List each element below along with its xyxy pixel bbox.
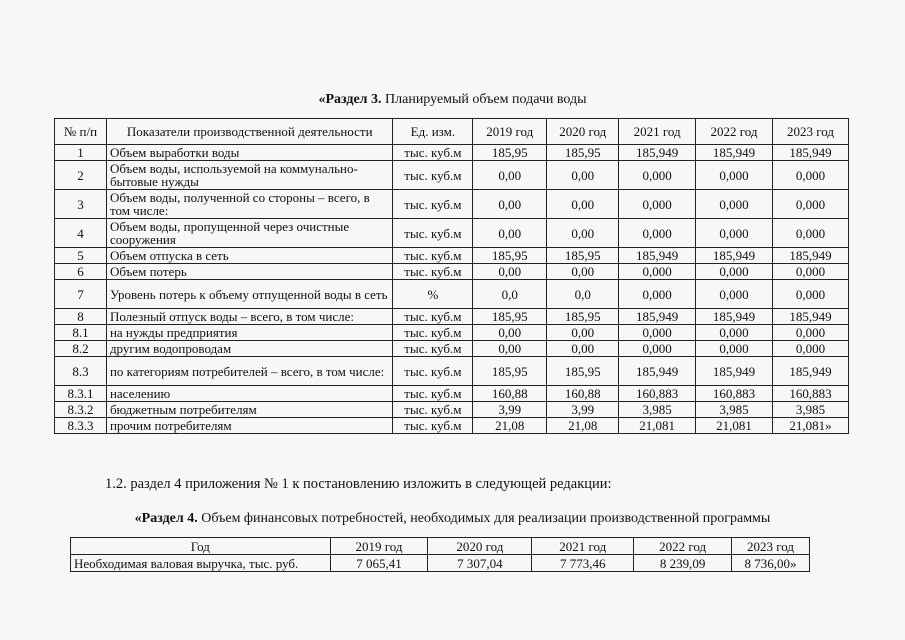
cell-value: 0,000: [619, 325, 696, 341]
row-number: 4: [55, 219, 107, 248]
row-unit: тыс. куб.м: [393, 402, 473, 418]
col-header-2019: 2019 год: [473, 119, 547, 145]
row-indicator: Полезный отпуск воды – всего, в том числе:: [106, 309, 393, 325]
cell-value: 0,00: [473, 341, 547, 357]
cell-value: 0,000: [773, 264, 849, 280]
cell-value: 160,883: [696, 386, 773, 402]
row-indicator: по категориям потребителей – всего, в том числе:: [106, 357, 393, 386]
row-indicator: Объем воды, используемой на коммунально-бытовые нужды: [106, 161, 393, 190]
cell-value: 0,000: [696, 264, 773, 280]
cell-value: 7 307,04: [428, 555, 532, 572]
col-header-year: Год: [71, 538, 331, 555]
table-header-row: [55, 119, 849, 145]
cell-value: 0,000: [619, 280, 696, 309]
section-3-title-text: Планируемый объем подачи воды: [381, 92, 587, 107]
cell-value: 0,00: [547, 219, 619, 248]
cell-value: 3,985: [773, 402, 849, 418]
col-header-2023: 2023 год: [773, 119, 849, 145]
cell-value: 185,95: [547, 145, 619, 161]
col-header-2020: 2020 год: [547, 119, 619, 145]
col-header-2019: 2019 год: [330, 538, 428, 555]
cell-value: 185,95: [473, 145, 547, 161]
cell-value: 185,949: [619, 145, 696, 161]
cell-value: 185,95: [473, 309, 547, 325]
cell-value: 0,00: [547, 341, 619, 357]
cell-value: 0,000: [773, 341, 849, 357]
row-number: 3: [55, 190, 107, 219]
row-indicator: населению: [106, 386, 393, 402]
cell-value: 185,949: [773, 309, 849, 325]
cell-value: 185,95: [547, 357, 619, 386]
row-indicator: Объем воды, пропущенной через очистные сооружения: [106, 219, 393, 248]
table-row: [55, 386, 849, 402]
cell-value: 160,88: [473, 386, 547, 402]
table-row: [55, 264, 849, 280]
table-row: [55, 341, 849, 357]
cell-value: 0,000: [619, 161, 696, 190]
cell-value: 0,00: [547, 264, 619, 280]
row-number: 7: [55, 280, 107, 309]
cell-value: 185,949: [696, 357, 773, 386]
row-number: 8.3.1: [55, 386, 107, 402]
row-unit: тыс. куб.м: [393, 386, 473, 402]
cell-value: 0,000: [696, 219, 773, 248]
col-header-2023: 2023 год: [732, 538, 810, 555]
row-unit: %: [393, 280, 473, 309]
row-indicator: на нужды предприятия: [106, 325, 393, 341]
row-indicator: Уровень потерь к объему отпущенной воды в сеть: [106, 280, 393, 309]
cell-value: 185,949: [619, 357, 696, 386]
col-header-2021: 2021 год: [532, 538, 634, 555]
table-row: [55, 418, 849, 434]
row-unit: тыс. куб.м: [393, 357, 473, 386]
cell-value: 185,949: [696, 309, 773, 325]
cell-value: 0,000: [619, 219, 696, 248]
section-3-title-prefix: «Раздел 3.: [318, 92, 382, 107]
row-number: 8.2: [55, 341, 107, 357]
cell-value: 7 065,41: [330, 555, 428, 572]
row-number: 5: [55, 248, 107, 264]
row-unit: тыс. куб.м: [393, 309, 473, 325]
cell-value: 0,000: [619, 190, 696, 219]
row-number: 1: [55, 145, 107, 161]
cell-value: 0,000: [696, 161, 773, 190]
row-unit: тыс. куб.м: [393, 161, 473, 190]
cell-value: 8 239,09: [634, 555, 732, 572]
cell-value: 3,985: [696, 402, 773, 418]
cell-value: 0,00: [547, 161, 619, 190]
cell-value: 7 773,46: [532, 555, 634, 572]
row-unit: тыс. куб.м: [393, 418, 473, 434]
cell-value: 0,00: [547, 190, 619, 219]
cell-value: 3,99: [547, 402, 619, 418]
cell-value: 185,949: [619, 248, 696, 264]
cell-value: 0,00: [473, 325, 547, 341]
row-unit: тыс. куб.м: [393, 341, 473, 357]
table-row: [71, 555, 810, 572]
row-unit: тыс. куб.м: [393, 248, 473, 264]
row-number: 6: [55, 264, 107, 280]
cell-value: 0,00: [473, 264, 547, 280]
cell-value: 0,000: [773, 280, 849, 309]
row-indicator: Объем отпуска в сеть: [106, 248, 393, 264]
col-header-2022: 2022 год: [696, 119, 773, 145]
col-header-2021: 2021 год: [619, 119, 696, 145]
row-unit: тыс. куб.м: [393, 325, 473, 341]
cell-value: 0,00: [473, 219, 547, 248]
col-header-2022: 2022 год: [634, 538, 732, 555]
cell-value: 0,00: [473, 161, 547, 190]
section-4-title: [0, 511, 905, 527]
cell-value: 160,883: [619, 386, 696, 402]
row-number: 8.3.3: [55, 418, 107, 434]
cell-value: 185,949: [773, 248, 849, 264]
cell-value: 0,0: [547, 280, 619, 309]
table-row: [55, 219, 849, 248]
cell-value: 185,95: [473, 357, 547, 386]
row-unit: тыс. куб.м: [393, 145, 473, 161]
row-number: 8.3: [55, 357, 107, 386]
row-label: Необходимая валовая выручка, тыс. руб.: [71, 555, 331, 572]
cell-value: 8 736,00»: [732, 555, 810, 572]
cell-value: 185,95: [547, 309, 619, 325]
cell-value: 0,000: [619, 264, 696, 280]
col-header-2020: 2020 год: [428, 538, 532, 555]
cell-value: 0,000: [773, 161, 849, 190]
table-row: [55, 325, 849, 341]
row-unit: тыс. куб.м: [393, 264, 473, 280]
cell-value: 0,000: [696, 341, 773, 357]
col-header-unit: Ед. изм.: [393, 119, 473, 145]
section-4-title-text: Объем финансовых потребностей, необходимых для реализации производственной программы: [197, 511, 771, 526]
row-number: 8.1: [55, 325, 107, 341]
cell-value: 0,000: [696, 190, 773, 219]
cell-value: 21,081»: [773, 418, 849, 434]
cell-value: 185,949: [773, 145, 849, 161]
cell-value: 185,949: [696, 145, 773, 161]
cell-value: 185,95: [473, 248, 547, 264]
row-indicator: Объем потерь: [106, 264, 393, 280]
row-number: 8.3.2: [55, 402, 107, 418]
water-supply-table: [54, 118, 849, 434]
cell-value: 21,081: [619, 418, 696, 434]
row-indicator: бюджетным потребителям: [106, 402, 393, 418]
cell-value: 0,000: [773, 325, 849, 341]
cell-value: 21,08: [473, 418, 547, 434]
row-indicator: другим водопроводам: [106, 341, 393, 357]
cell-value: 21,081: [696, 418, 773, 434]
cell-value: 21,08: [547, 418, 619, 434]
table-row: [55, 190, 849, 219]
section-4-title-prefix: «Раздел 4.: [134, 511, 198, 526]
cell-value: 3,985: [619, 402, 696, 418]
cell-value: 160,88: [547, 386, 619, 402]
row-indicator: прочим потребителям: [106, 418, 393, 434]
cell-value: 0,00: [473, 190, 547, 219]
col-header-number: № п/п: [55, 119, 107, 145]
section-3-title: [0, 92, 905, 108]
cell-value: 0,000: [619, 341, 696, 357]
row-unit: тыс. куб.м: [393, 190, 473, 219]
table-row: [55, 309, 849, 325]
table-row: [55, 402, 849, 418]
cell-value: 0,000: [773, 190, 849, 219]
col-header-indicator: Показатели производственной деятельности: [106, 119, 393, 145]
table-row: [55, 280, 849, 309]
cell-value: 0,000: [696, 325, 773, 341]
cell-value: 185,949: [696, 248, 773, 264]
table-row: [55, 357, 849, 386]
cell-value: 0,0: [473, 280, 547, 309]
cell-value: 0,000: [696, 280, 773, 309]
amendment-paragraph: 1.2. раздел 4 приложения № 1 к постановлению изложить в следующей редакции:: [105, 476, 612, 492]
row-indicator: Объем выработки воды: [106, 145, 393, 161]
row-number: 2: [55, 161, 107, 190]
row-indicator: Объем воды, полученной со стороны – всего, в том числе:: [106, 190, 393, 219]
cell-value: 185,949: [773, 357, 849, 386]
cell-value: 0,000: [773, 219, 849, 248]
cell-value: 0,00: [547, 325, 619, 341]
table-row: [55, 248, 849, 264]
cell-value: 185,95: [547, 248, 619, 264]
row-number: 8: [55, 309, 107, 325]
row-unit: тыс. куб.м: [393, 219, 473, 248]
financial-needs-table: [70, 537, 810, 572]
table-header-row: [71, 538, 810, 555]
table-row: [55, 161, 849, 190]
cell-value: 160,883: [773, 386, 849, 402]
cell-value: 3,99: [473, 402, 547, 418]
cell-value: 185,949: [619, 309, 696, 325]
table-row: [55, 145, 849, 161]
